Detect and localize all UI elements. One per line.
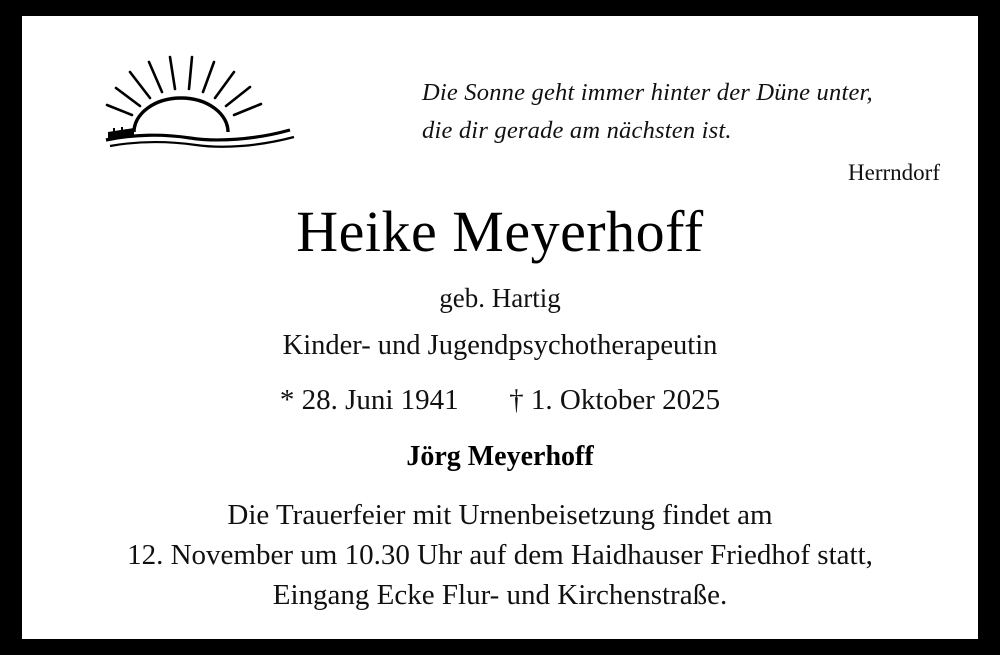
service-details (22, 495, 978, 615)
sunrise-over-water-icon (104, 54, 304, 164)
death-date: † 1. Oktober 2025 (509, 383, 721, 416)
birth-date: * 28. Juni 1941 (279, 383, 459, 416)
quote-line-1: Die Sonne geht immer hinter der Düne unter, (422, 79, 873, 106)
quote-block (422, 74, 942, 186)
profession: Kinder- und Jugendpsychotherapeutin (282, 329, 718, 361)
life-dates (22, 384, 978, 417)
deceased-name: Heike Meyerhoff (296, 199, 704, 264)
service-line-2: 12. November um 10.30 Uhr auf dem Haidhauser Friedhof statt, (127, 538, 873, 571)
service-line-1: Die Trauerfeier mit Urnenbeisetzung findet am (227, 498, 773, 531)
obituary-notice (22, 16, 978, 639)
quote-author: Herrndorf (848, 160, 940, 185)
maiden-name: geb. Hartig (439, 282, 561, 313)
notice-header (22, 16, 978, 185)
quote-line-2: die dir gerade am nächsten ist. (422, 117, 732, 144)
survivor-name: Jörg Meyerhoff (406, 440, 594, 472)
service-line-3: Eingang Ecke Flur- und Kirchenstraße. (272, 578, 728, 611)
